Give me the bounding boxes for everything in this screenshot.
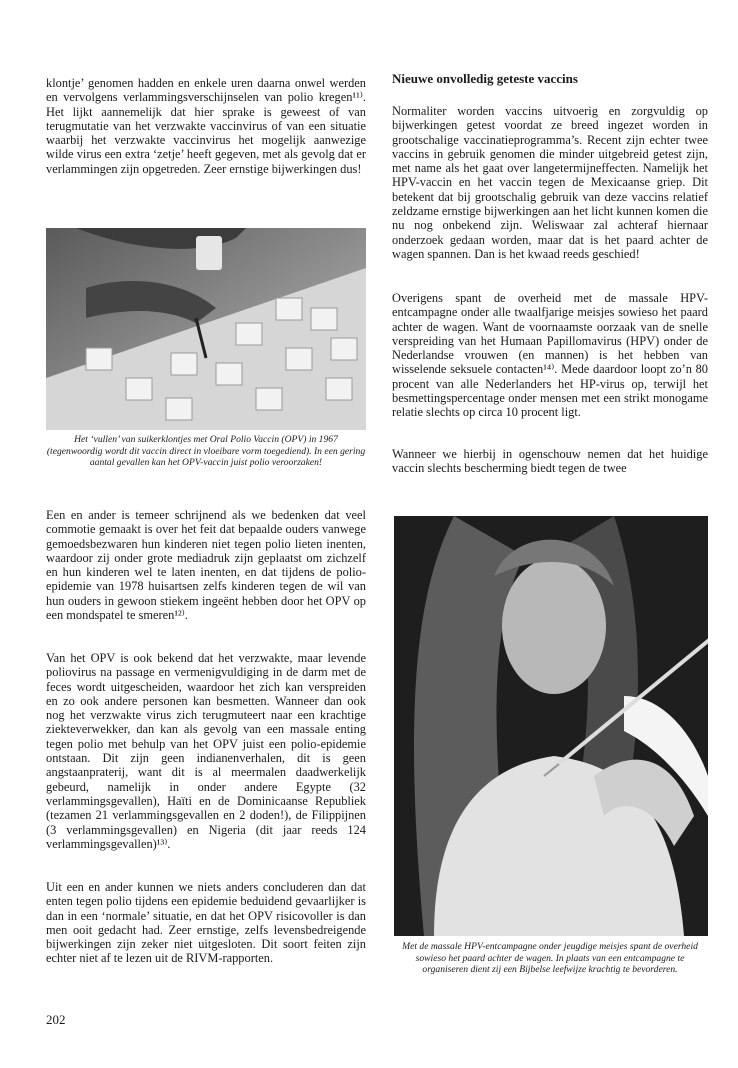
sugar-cube-illustration: [46, 228, 366, 430]
right-figure-caption: Met de massale HPV-entcampagne onder jeugdige meisjes spant de overheid sowieso het paard achter de wagen. In plaats van een entcampagne te organiseren dient zij een Bijbelse leefwijze krachtig te bevorderen.: [402, 941, 698, 976]
left-paragraph-3: Van het OPV is ook bekend dat het verzwakte, maar levende poliovirus na passage en vermenigvuldiging in de darm met de feces wordt uitgescheiden, waardoor het zich kan verspreiden en zo ook andere personen kan besmetten. Wanneer dan ook nog het verzwakte virus zich terugmuteert naar een krachtige ziekteverwekker, dan kan als gevolg van een massale enting tegen polio met behulp van het OPV juist een polio-epidemie ontstaan. Dit zijn geen indianenverhalen, dit is geen angstaanpraterij, want dit is al meermalen daadwerkelijk gebeurd, namelijk in onder andere Egypte (32 verlammingsgevallen), Haïti en de Dominicaanse Republiek (tezamen 21 verlammingsgevallen en 2 doden!), de Filippijnen (3 verlammingsgevallen) en Nigeria (dit jaar reeds 124 verlammingsgevallen)¹³⁾.: [46, 651, 366, 851]
right-paragraph-3: Wanneer we hierbij in ogenschouw nemen dat het huidige vaccin slechts bescherming biedt tegen de twee: [392, 447, 708, 476]
left-paragraph-4: Uit een en ander kunnen we niets anders concluderen dan dat enten tegen polio tijdens een epidemie beduidend gevaarlijker is dan in een ‘normale’ situatie, en dat het OPV risicovoller is dan men ooit gedacht had. Zeer ernstige, zelfs levensbedreigende bijwerkingen zijn zeker niet uitgesloten. Dit soort feiten zijn echter niet af te lezen uit de RIVM-rapporten.: [46, 880, 366, 966]
right-paragraph-1: Normaliter worden vaccins uitvoerig en zorgvuldig op bijwerkingen getest voordat ze breed ingezet worden in grootschalige vaccinatieprogramma’s. Recent zijn echter twee vaccins in gebruik genomen die minder uitgebreid getest zijn, met name als het gaat over langetermijneffecten. Namelijk het HPV-vaccin en het vaccin tegen de Mexicaanse griep. Dit betekent dat bij grootschalig gebruik van deze vaccins relatief zeldzame ernstige bijwerkingen aan het licht kunnen komen die nu nog onbekend zijn. Weliswaar zal achteraf hiernaar onderzoek gedaan worden, maar dat is het paard achter de wagen spannen. Dan is het kwaad reeds geschied!: [392, 104, 708, 261]
polio-sugar-cube-photo: [46, 228, 366, 430]
left-paragraph-2: Een en ander is temeer schrijnend als we bedenken dat veel commotie gemaakt is over het feit dat bepaalde ouders vanwege gemoedsbezwaren hun kinderen niet tegen polio lieten inenten, waardoor zij onder grote mediadruk zijn geplaatst om zichzelf en hun kinderen wel te laten inenten, en dat tijdens de polio-epidemie van 1978 huisartsen zelfs kinderen tegen de wil van hun ouders in gewoon stiekem ingeënt hebben door het OPV op een mondspatel te smeren¹²⁾.: [46, 508, 366, 623]
left-top-paragraph: klontje’ genomen hadden en enkele uren daarna onwel werden en vervolgens verlammingsverschijnselen van polio kregen¹¹⁾. Het lijkt aannemelijk dat hier sprake is geweest of van terugmutatie van het verzwakte vaccinvirus of van een situatie waarbij het verzwakte vaccinvirus het mogelijk aanwezige wilde virus een extra ‘zetje’ heeft gegeven, met als gevolg dat er verlammingen zijn opgetreden. Zeer ernstige bijwerkingen dus!: [46, 76, 366, 176]
section-heading: Nieuwe onvolledig geteste vaccins: [392, 71, 578, 86]
page-number: 202: [46, 1012, 66, 1027]
girl-vaccination-illustration: [394, 516, 708, 936]
left-figure-caption: Het ‘vullen’ van suikerklontjes met Oral Polio Vaccin (OPV) in 1967 (tegenwoordig wordt dit vaccin direct in vloeibare vorm toegediend). In een gering aantal gevallen kan het OPV-vaccin juist polio veroorzaken!: [46, 434, 366, 469]
hpv-vaccination-photo: [394, 516, 708, 936]
right-paragraph-2: Overigens spant de overheid met de massale HPV-entcampagne onder alle twaalfjarige meisjes sowieso het paard achter de wagen. Want de voornaamste oorzaak van de snelle verspreiding van het Humaan Papillomavirus (HPV) onder de Nederlandse vrouwen (en mannen) is het hebben van wisselende seksuele contacten¹⁴⁾. Mede daardoor loopt zo’n 80 procent van alle Nederlanders het HP-virus op, terwijl het besmettingspercentage onder mensen met een strikt monogame relatie slechts op circa 10 procent ligt.: [392, 291, 708, 420]
